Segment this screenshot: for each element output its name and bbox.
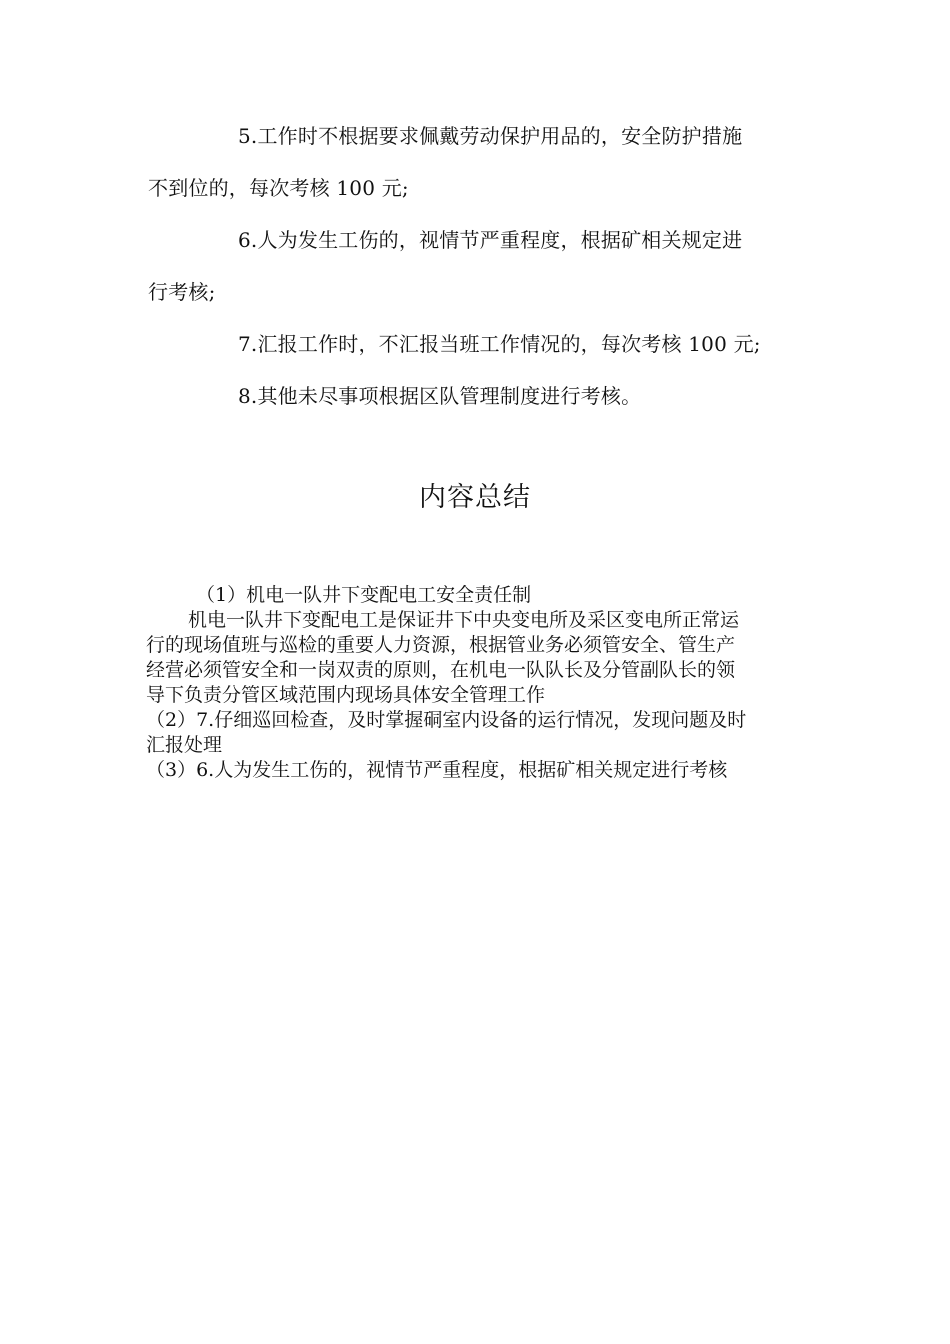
summary-item-3: （3）6.人为发生工伤的，视情节严重程度，根据矿相关规定进行考核 bbox=[146, 759, 728, 781]
rule-7-text: 7.汇报工作时，不汇报当班工作情况的，每次考核 100 元; bbox=[238, 332, 761, 356]
summary-item-2-line-2: 汇报处理 bbox=[146, 734, 223, 756]
rule-paragraph-7 bbox=[148, 318, 798, 370]
summary-title: 内容总结 bbox=[419, 482, 531, 513]
rule-8-text: 8.其他未尽事项根据区队管理制度进行考核。 bbox=[238, 384, 642, 408]
summary-item-1-line-4: 导下负责分管区域范围内现场具体安全管理工作 bbox=[146, 684, 546, 706]
summary-item-1-line-3: 经营必须管安全和一岗双责的原则，在机电一队队长及分管副队长的领 bbox=[146, 659, 736, 681]
rule-6-line-2: 行考核; bbox=[148, 280, 216, 304]
rule-5-line-1: 5.工作时不根据要求佩戴劳动保护用品的，安全防护措施 bbox=[238, 124, 743, 148]
summary-block bbox=[146, 583, 806, 783]
summary-item-1-line-2: 行的现场值班与巡检的重要人力资源，根据管业务必须管安全、管生产 bbox=[146, 634, 736, 656]
rule-paragraph-5 bbox=[148, 110, 798, 214]
rule-paragraph-8 bbox=[148, 370, 798, 422]
rule-6-line-1: 6.人为发生工伤的，视情节严重程度，根据矿相关规定进 bbox=[238, 228, 743, 252]
rule-5-line-2: 不到位的，每次考核 100 元; bbox=[148, 176, 409, 200]
summary-item-1-heading: （1）机电一队井下变配电工安全责任制 bbox=[196, 584, 532, 606]
summary-item-1-line-1: 机电一队井下变配电工是保证井下中央变电所及采区变电所正常运 bbox=[188, 609, 740, 631]
summary-item-2-line-1: （2）7.仔细巡回检查，及时掌握硐室内设备的运行情况，发现问题及时 bbox=[146, 709, 747, 731]
rule-paragraph-6 bbox=[148, 214, 798, 318]
